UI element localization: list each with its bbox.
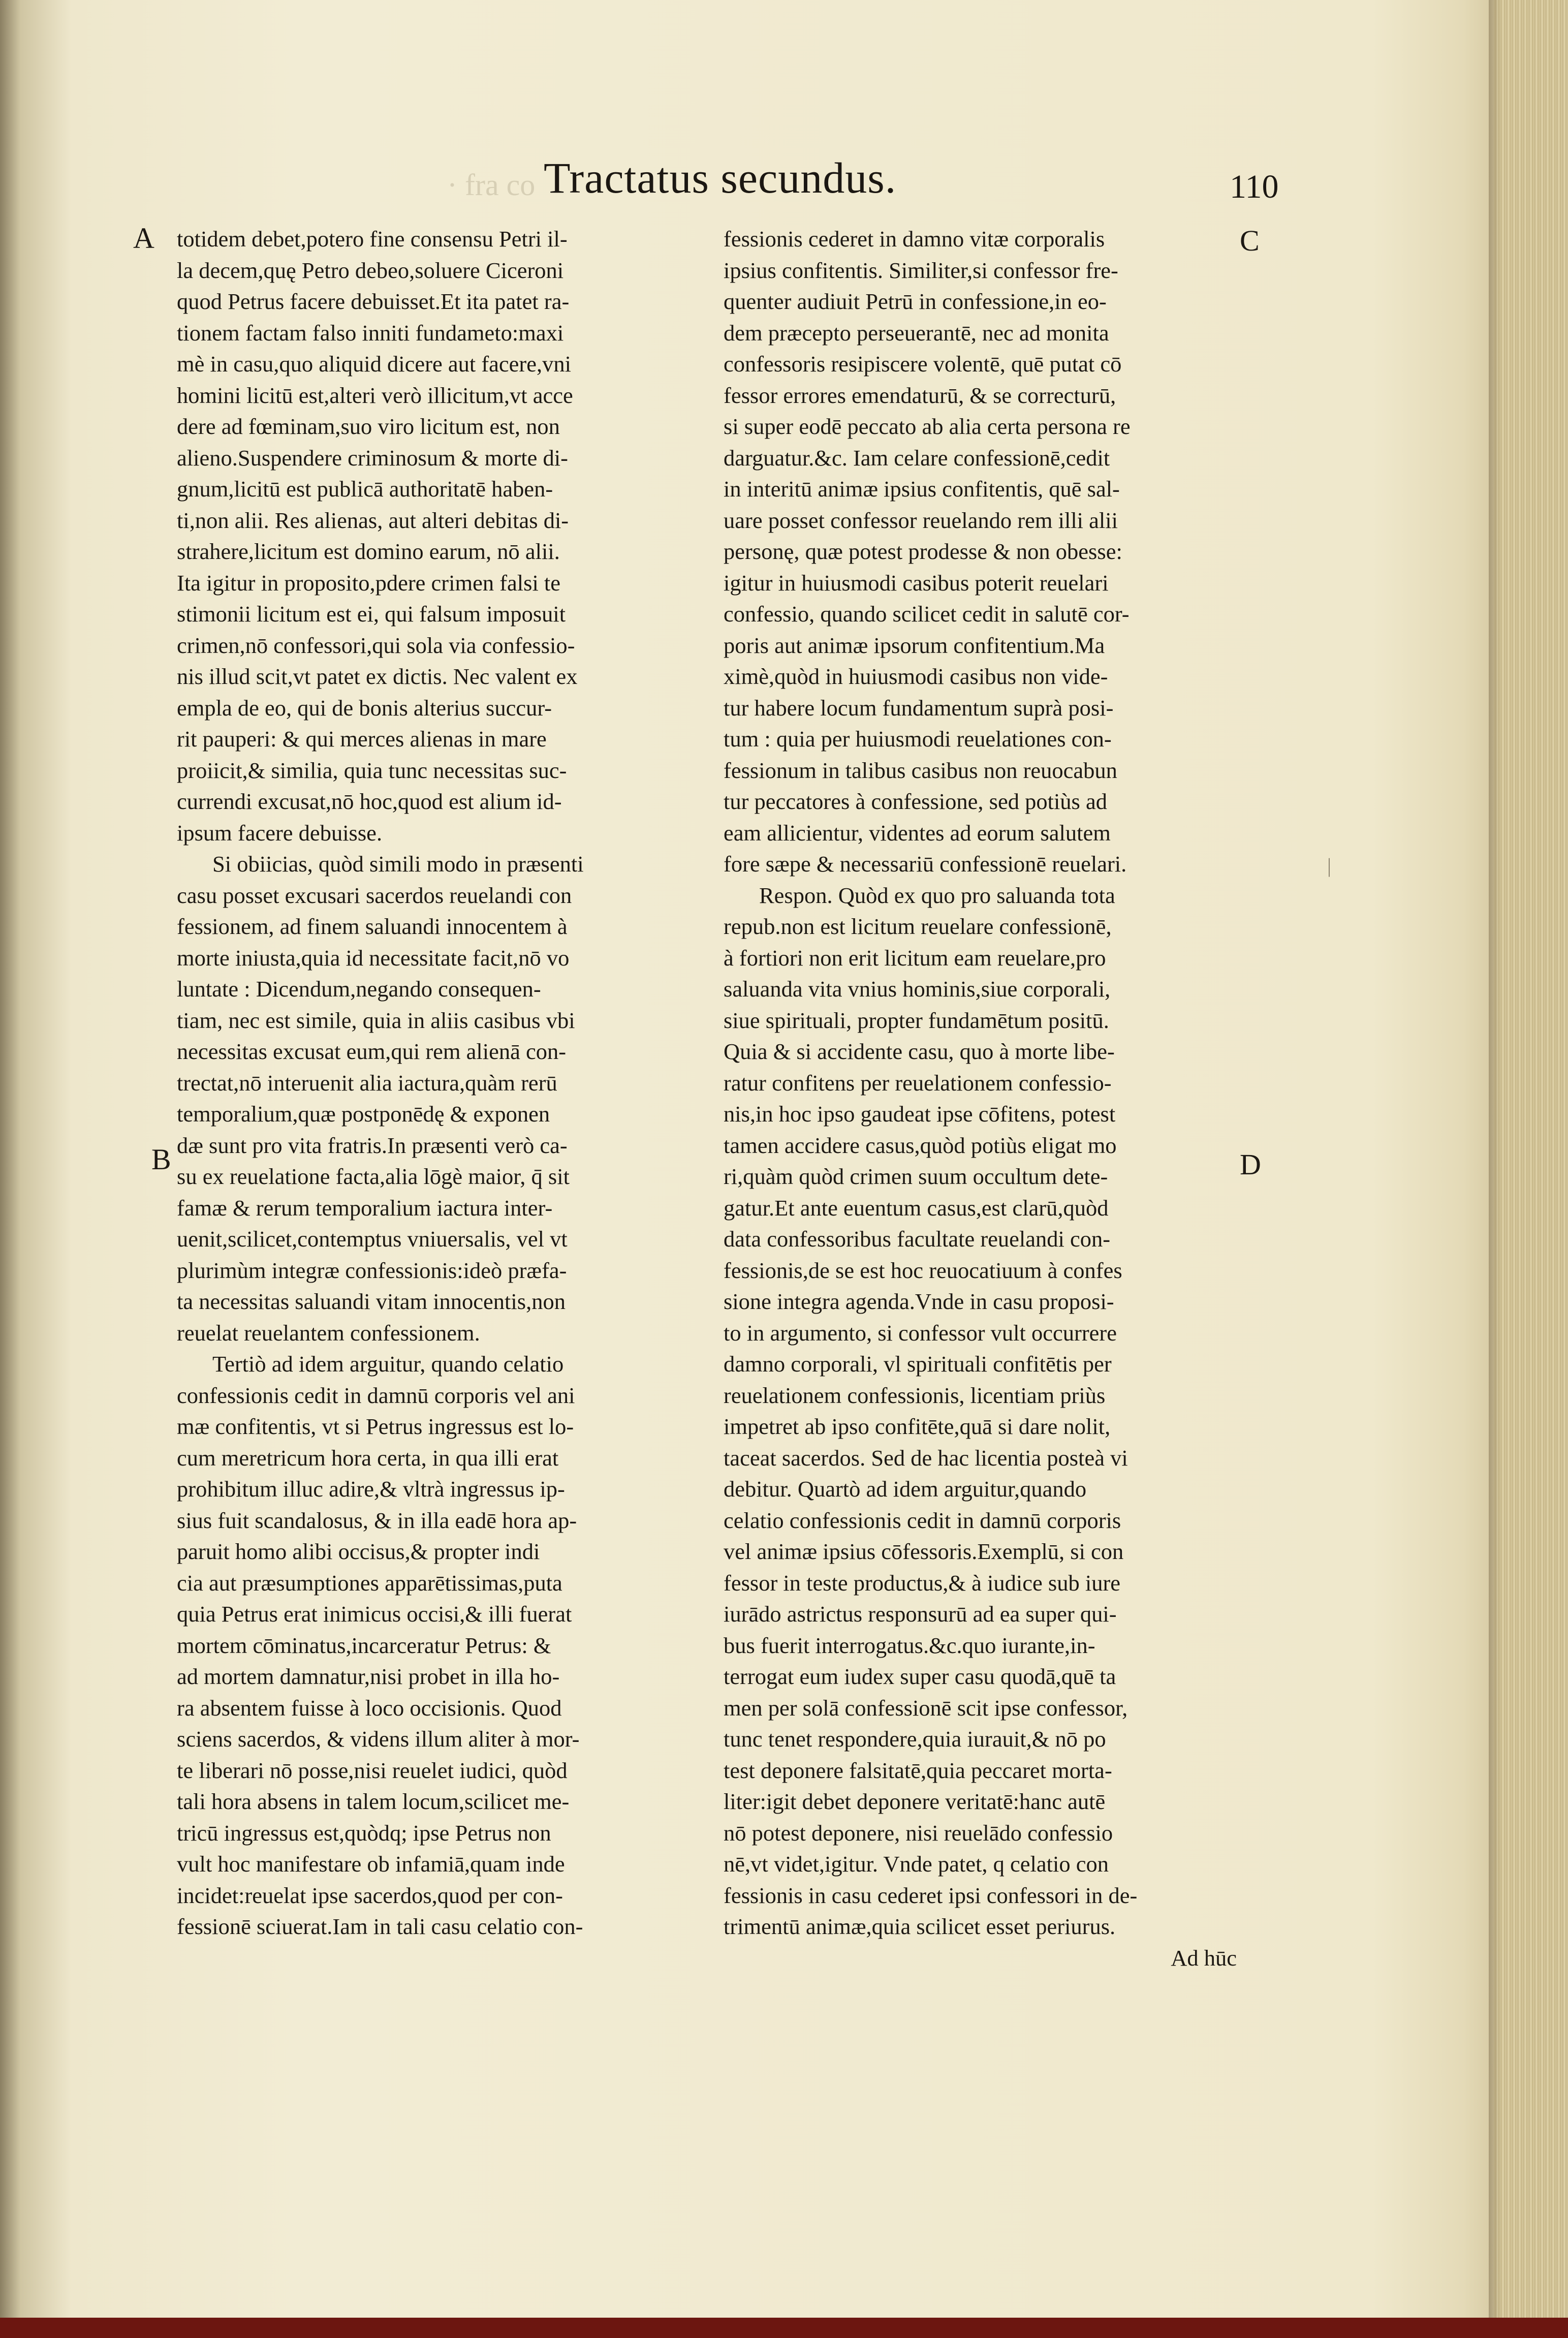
text-line: ad mortem damnatur,nisi probet in illa ho- — [177, 1664, 560, 1689]
text-line: ti,non alii. Res alienas, aut alteri debitas di- — [177, 507, 569, 533]
text-line: à fortiori non erit licitum eam reuelare,pro — [724, 945, 1106, 971]
text-line: luntate : Dicendum,negando consequen- — [177, 976, 541, 1002]
text-line: cum meretricum hora certa, in qua illi erat — [177, 1445, 559, 1471]
text-line: stimonii licitum est ei, qui falsum imposuit — [177, 601, 566, 627]
stray-mark: | — [1327, 854, 1332, 877]
text-line: tamen accidere casus,quòd potiùs eligat mo — [724, 1132, 1117, 1158]
text-line: la decem,quę Petro debeo,soluere Ciceroni — [177, 257, 564, 283]
text-line: ratur confitens per reuelationem confessio- — [724, 1070, 1112, 1096]
text-line: si super eodē peccato ab alia certa persona re — [724, 414, 1131, 439]
text-line: bus fuerit interrogatus.&c.quo iurante,in- — [724, 1632, 1095, 1658]
text-line: tionem factam falso inniti fundameto:maxi — [177, 320, 564, 346]
text-line: fore sæpe & necessariū confessionē reuelari. — [724, 851, 1127, 877]
right-text-column — [724, 224, 1237, 1974]
text-line: fessionum in talibus casibus non reuocabun — [724, 757, 1117, 783]
show-through-text: · fra co — [447, 168, 536, 202]
text-line: temporalium,quæ postponēdę & exponen — [177, 1101, 550, 1127]
text-line: celatio confessionis cedit in damnū corporis — [724, 1507, 1121, 1533]
text-line: fessionis in casu cederet ipsi confessori in de- — [724, 1882, 1138, 1908]
text-line: Ita igitur in proposito,pdere crimen falsi te — [177, 570, 561, 596]
text-line: mè in casu,quo aliquid dicere aut facere,vni — [177, 351, 571, 377]
text-line: dæ sunt pro vita fratris.In præsenti verò ca- — [177, 1132, 568, 1158]
text-line: iurādo astrictus responsurū ad ea super qui- — [724, 1601, 1117, 1627]
text-line: su ex reuelatione facta,alia lōgè maior, q̄ sit — [177, 1164, 570, 1189]
text-line: tur peccatores à confessione, sed potiùs ad — [724, 789, 1108, 814]
text-line: alieno.Suspendere criminosum & morte di- — [177, 445, 568, 471]
text-line: mæ confitentis, vt si Petrus ingressus est lo- — [177, 1414, 574, 1439]
text-line: vel animæ ipsius cōfessoris.Exemplū, si con — [724, 1539, 1124, 1564]
text-line: nō potest deponere, nisi reuelādo confessio — [724, 1820, 1113, 1846]
text-line: paruit homo alibi occisus,& propter indi — [177, 1539, 540, 1564]
text-line: fessionē sciuerat.Iam in tali casu celatio con- — [177, 1914, 583, 1939]
text-line: necessitas excusat eum,qui rem alienā con- — [177, 1039, 567, 1064]
text-line: data confessoribus facultate reuelandi con- — [724, 1226, 1111, 1252]
margin-letter-c: C — [1240, 224, 1260, 257]
text-line: in interitū animæ ipsius confitentis, quē sal- — [724, 476, 1120, 502]
text-line: vult hoc manifestare ob infamiā,quam inde — [177, 1851, 565, 1877]
text-line: dem præcepto perseuerantē, nec ad monita — [724, 320, 1109, 346]
running-title: Tractatus secundus. — [544, 153, 897, 202]
text-line: personę, quæ potest prodesse & non obesse: — [724, 539, 1122, 564]
text-line: nis,in hoc ipso gaudeat ipse cōfitens, potest — [724, 1101, 1116, 1127]
text-line: rit pauperi: & qui merces alienas in mare — [177, 726, 547, 752]
text-line: te liberari nō posse,nisi reuelet iudici, quòd — [177, 1757, 568, 1783]
text-line: sius fuit scandalosus, & in illa eadē hora ap- — [177, 1507, 577, 1533]
text-line: eam allicientur, videntes ad eorum salutem — [724, 820, 1111, 846]
text-line: to in argumento, si confessor vult occurrere — [724, 1320, 1117, 1346]
text-line: trectat,nō interuenit alia iactura,quàm rerū — [177, 1070, 557, 1096]
text-line: ximè,quòd in huiusmodi casibus non vide- — [724, 664, 1108, 689]
text-line: test deponere falsitatē,quia peccaret morta- — [724, 1757, 1112, 1783]
text-line: nis illud scit,vt patet ex dictis. Nec valent ex — [177, 664, 578, 689]
text-line: tiam, nec est simile, quia in aliis casibus vbi — [177, 1007, 575, 1033]
text-line: fessionem, ad finem saluandi innocentem à — [177, 914, 568, 939]
text-line: terrogat eum iudex super casu quodā,quē ta — [724, 1664, 1116, 1689]
text-line: crimen,nō confessori,qui sola via confessio- — [177, 632, 575, 658]
text-line: fessor in teste productus,& à iudice sub iure — [724, 1570, 1121, 1596]
text-line: tunc tenet respondere,quia iurauit,& nō po — [724, 1726, 1106, 1752]
text-line: currendi excusat,nō hoc,quod est alium id- — [177, 789, 562, 814]
text-line: igitur in huiusmodi casibus poterit reuelari — [724, 570, 1109, 596]
text-line: Respon. Quòd ex quo pro saluanda tota — [759, 882, 1115, 908]
text-line: reuelat reuelantem confessionem. — [177, 1320, 480, 1346]
text-line: tali hora absens in talem locum,scilicet me- — [177, 1789, 570, 1814]
text-line: incidet:reuelat ipse sacerdos,quod per con- — [177, 1882, 563, 1908]
text-line: siue spirituali, propter fundamētum positū. — [724, 1007, 1109, 1033]
text-line: tum : quia per huiusmodi reuelationes con- — [724, 726, 1112, 752]
text-line: sione integra agenda.Vnde in casu proposi- — [724, 1289, 1114, 1314]
text-line: plurimùm integræ confessionis:ideò præfa- — [177, 1257, 567, 1283]
text-line: ta necessitas saluandi vitam innocentis,non — [177, 1289, 566, 1314]
text-line: ri,quàm quòd crimen suum occultum dete- — [724, 1164, 1108, 1189]
text-line: confessoris resipiscere volentē, quē putat cō — [724, 351, 1122, 377]
text-line: ipsum facere debuisse. — [177, 820, 383, 846]
text-line: ipsius confitentis. Similiter,si confessor fre- — [724, 257, 1118, 283]
text-line: gnum,licitū est publicā authoritatē haben- — [177, 476, 553, 502]
text-line: proiicit,& similia, quia tunc necessitas suc- — [177, 757, 567, 783]
page-header — [0, 152, 1524, 208]
left-text-column — [177, 224, 690, 1943]
text-line: tur habere locum fundamentum suprà posi- — [724, 695, 1114, 721]
text-line: taceat sacerdos. Sed de hac licentia posteà vi — [724, 1445, 1128, 1471]
text-line: confessionis cedit in damnū corporis vel ani — [177, 1382, 575, 1408]
text-line: liter:igit debet deponere veritatē:hanc autē — [724, 1789, 1106, 1814]
text-line: prohibitum illuc adire,& vltrà ingressus ip- — [177, 1476, 565, 1502]
text-line: nē,vt videt,igitur. Vnde patet, q celatio con — [724, 1851, 1109, 1877]
text-line: empla de eo, qui de bonis alterius succur- — [177, 695, 552, 721]
text-line: fessor errores emendaturū, & se correcturū, — [724, 382, 1116, 408]
text-line: casu posset excusari sacerdos reuelandi con — [177, 882, 572, 908]
text-line: debitur. Quartò ad idem arguitur,quando — [724, 1476, 1087, 1502]
text-line: damno corporali, vl spirituali confitētis per — [724, 1351, 1112, 1377]
text-line: fessionis cederet in damno vitæ corporalis — [724, 226, 1105, 252]
text-line: reuelationem confessionis, licentiam priùs — [724, 1382, 1106, 1408]
text-line: impetret ab ipso confitēte,quā si dare nolit, — [724, 1414, 1111, 1439]
text-line: men per solā confessionē scit ipse confessor, — [724, 1695, 1128, 1721]
text-line: mortem cōminatus,incarceratur Petrus: & — [177, 1632, 551, 1658]
text-line: Quia & si accidente casu, quo à morte libe- — [724, 1039, 1115, 1064]
text-line: saluanda vita vnius hominis,siue corporali, — [724, 976, 1111, 1002]
margin-letter-d: D — [1240, 1148, 1261, 1181]
text-line: homini licitū est,alteri verò illicitum,vt acce — [177, 382, 573, 408]
text-line: ra absentem fuisse à loco occisionis. Quod — [177, 1695, 562, 1721]
text-line: gatur.Et ante euentum casus,est clarū,quòd — [724, 1195, 1109, 1221]
text-line: Si obiicias, quòd simili modo in præsenti — [212, 851, 584, 877]
text-line: trimentū animæ,quia scilicet esset periurus. — [724, 1914, 1116, 1939]
margin-letter-a: A — [133, 222, 154, 255]
folio-number: 110 — [1230, 168, 1279, 205]
text-line: famæ & rerum temporalium iactura inter- — [177, 1195, 553, 1221]
text-line: quenter audiuit Petrū in confessione,in eo- — [724, 289, 1107, 314]
text-line: uare posset confessor reuelando rem illi alii — [724, 507, 1118, 533]
text-line: strahere,licitum est domino earum, nō alii. — [177, 539, 560, 564]
text-line: darguatur.&c. Iam celare confessionē,cedit — [724, 445, 1110, 471]
text-line: quia Petrus erat inimicus occisi,& illi fuerat — [177, 1601, 572, 1627]
text-line: totidem debet,potero fine consensu Petri il- — [177, 226, 568, 252]
text-line: confessio, quando scilicet cedit in salutē cor- — [724, 601, 1130, 627]
margin-letter-b: B — [151, 1143, 171, 1176]
text-line: fessionis,de se est hoc reuocatiuum à confes — [724, 1257, 1122, 1283]
binding-edge — [0, 2318, 1568, 2338]
text-line: Tertiò ad idem arguitur, quando celatio — [212, 1351, 564, 1377]
text-line: cia aut præsumptiones apparētissimas,puta — [177, 1570, 562, 1596]
text-line: quod Petrus facere debuisset.Et ita patet ra- — [177, 289, 570, 314]
page-edges — [1494, 0, 1568, 2338]
text-line: poris aut animæ ipsorum confitentium.Ma — [724, 632, 1105, 658]
text-line: tricū ingressus est,quòdq; ipse Petrus non — [177, 1820, 551, 1846]
text-line: dere ad fœminam,suo viro licitum est, non — [177, 414, 560, 439]
text-line: repub.non est licitum reuelare confessionē, — [724, 914, 1112, 939]
text-line: sciens sacerdos, & videns illum aliter à mor- — [177, 1726, 580, 1752]
text-line: morte iniusta,quia id necessitate facit,nō vo — [177, 945, 570, 971]
text-line: uenit,scilicet,contemptus vniuersalis, vel vt — [177, 1226, 568, 1252]
page-edge-shadow — [1489, 0, 1501, 2338]
text-line: Ad hūc — [1171, 1945, 1237, 1971]
